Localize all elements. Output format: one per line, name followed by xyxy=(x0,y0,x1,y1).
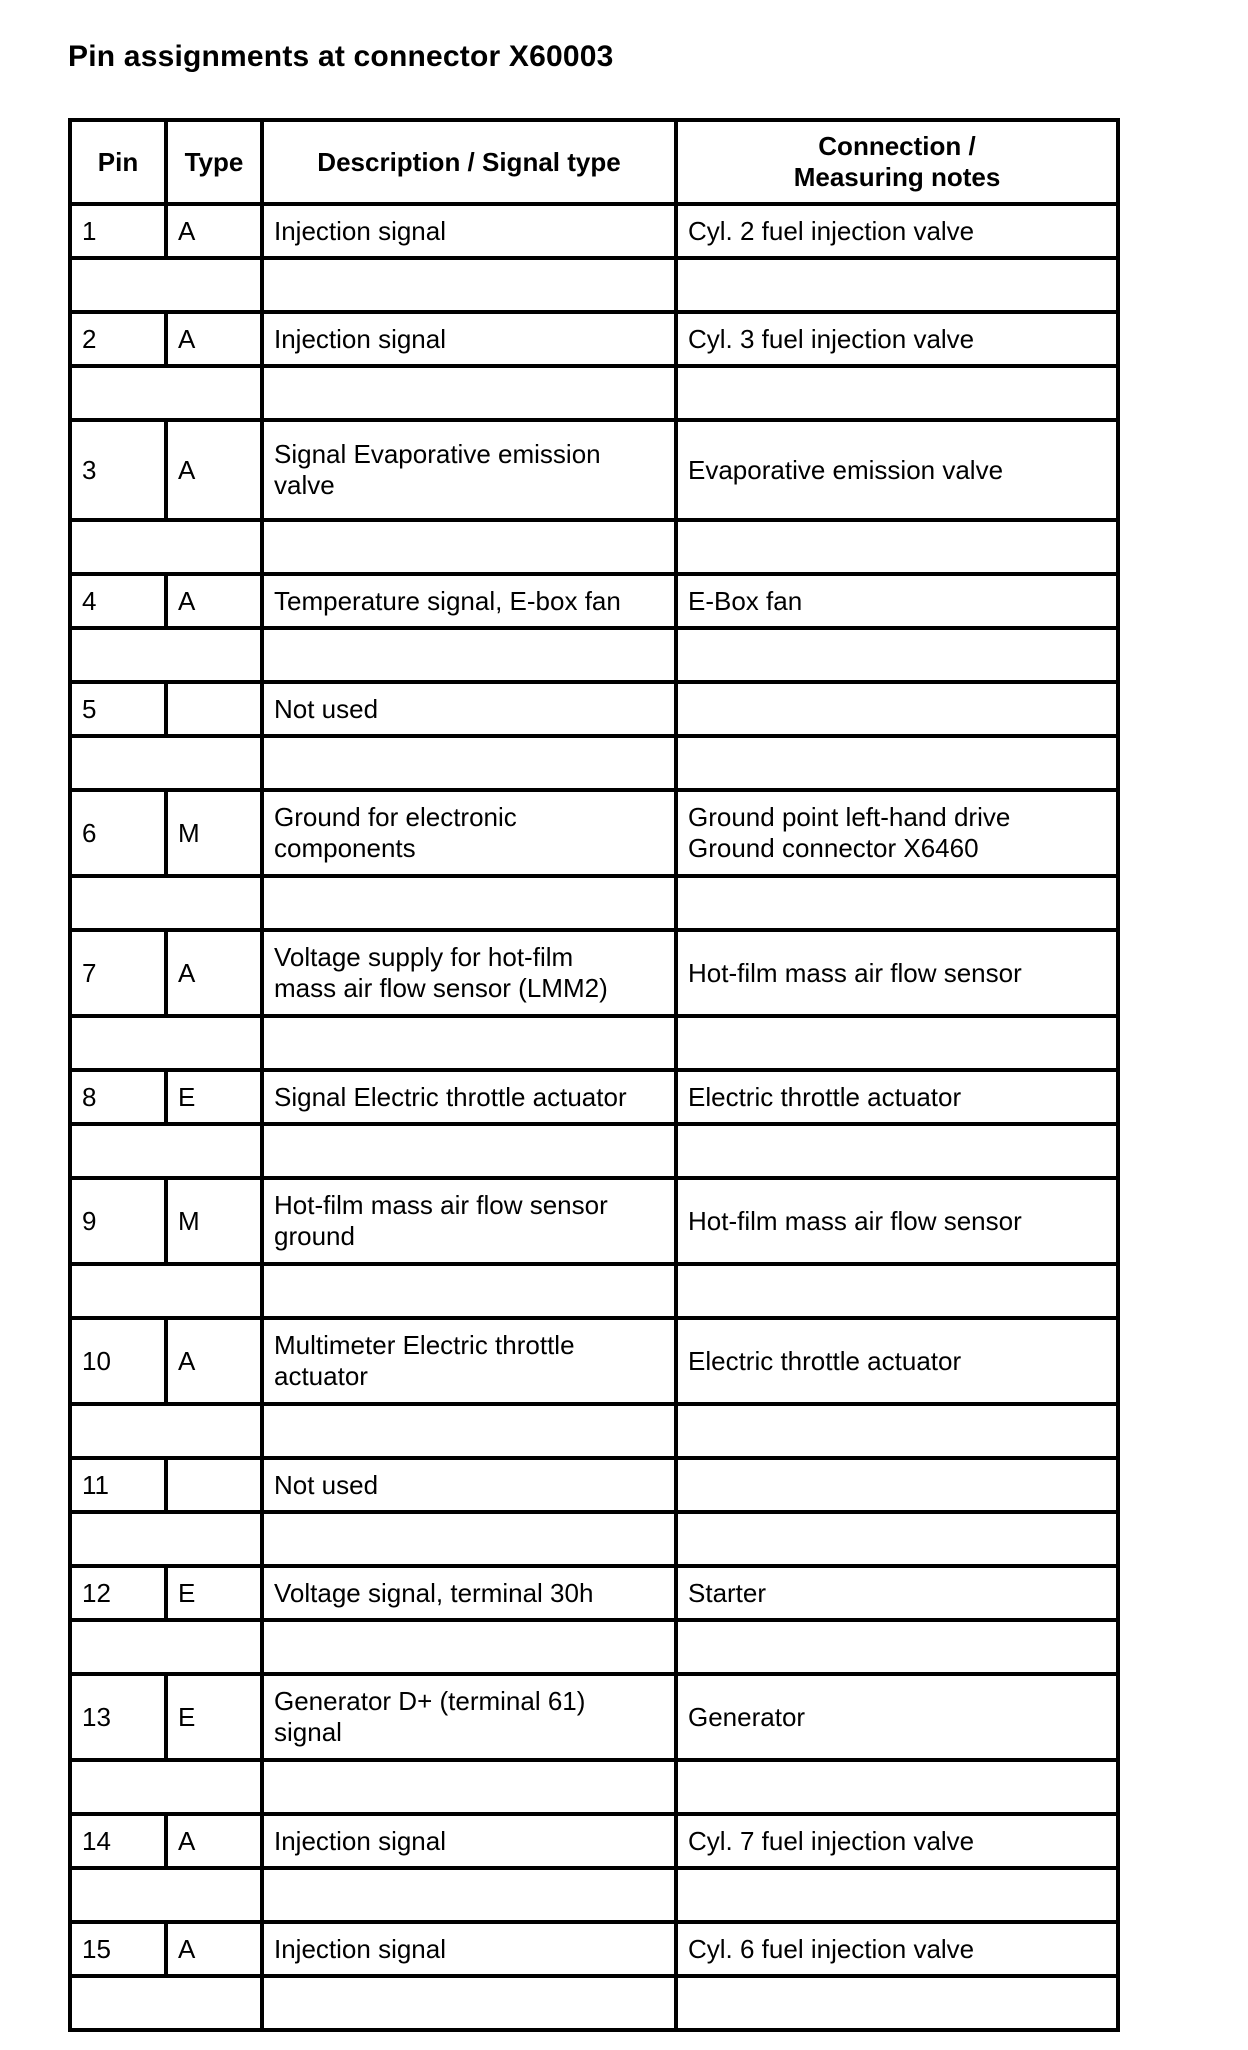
type-cell xyxy=(166,682,262,736)
spacer-cell xyxy=(70,1264,262,1318)
connection-cell-line: E-Box fan xyxy=(688,585,803,616)
pin-cell: 12 xyxy=(70,1566,166,1620)
table-row xyxy=(70,1922,1118,1976)
connection-cell xyxy=(676,930,1118,1016)
connection-cell-line: Hot-film mass air flow sensor xyxy=(688,1205,1022,1236)
pin-cell: 5 xyxy=(70,682,166,736)
spacer-cell xyxy=(262,1264,676,1318)
spacer-cell xyxy=(676,736,1118,790)
connection-cell-line: Cyl. 3 fuel injection valve xyxy=(688,323,975,354)
spacer-row xyxy=(70,1016,1118,1070)
connection-cell xyxy=(676,1070,1118,1124)
table-row xyxy=(70,1178,1118,1264)
description-cell-line: Injection signal xyxy=(274,215,446,246)
spacer-cell xyxy=(70,1124,262,1178)
spacer-cell xyxy=(262,1016,676,1070)
description-cell xyxy=(262,1674,676,1760)
connection-cell xyxy=(676,1318,1118,1404)
connection-cell xyxy=(676,790,1118,876)
spacer-cell xyxy=(262,876,676,930)
spacer-row xyxy=(70,1512,1118,1566)
connection-cell xyxy=(676,1566,1118,1620)
table-row xyxy=(70,1070,1118,1124)
spacer-cell xyxy=(262,628,676,682)
spacer-cell xyxy=(70,1512,262,1566)
spacer-cell xyxy=(70,1404,262,1458)
pin-cell: 15 xyxy=(70,1922,166,1976)
connection-cell-line: Hot-film mass air flow sensor xyxy=(688,957,1022,988)
spacer-row xyxy=(70,1868,1118,1922)
type-cell: A xyxy=(166,1814,262,1868)
connection-cell-line: Ground point left-hand drive xyxy=(688,802,1011,832)
description-cell-line: Generator D+ (terminal 61) xyxy=(274,1686,586,1716)
description-cell xyxy=(262,1458,676,1512)
description-cell xyxy=(262,1070,676,1124)
connection-cell xyxy=(676,1922,1118,1976)
connection-cell-line: Cyl. 2 fuel injection valve xyxy=(688,215,975,246)
description-cell-line: Injection signal xyxy=(274,1825,446,1856)
connection-cell xyxy=(676,682,1118,736)
description-cell xyxy=(262,204,676,258)
spacer-cell xyxy=(676,1264,1118,1318)
description-cell-line: Voltage signal, terminal 30h xyxy=(274,1577,594,1608)
connection-cell-line: Cyl. 6 fuel injection valve xyxy=(688,1933,975,1964)
table-header-row xyxy=(70,120,1118,204)
spacer-cell xyxy=(676,1016,1118,1070)
pin-cell: 3 xyxy=(70,420,166,520)
table-row xyxy=(70,574,1118,628)
table-row xyxy=(70,790,1118,876)
description-cell xyxy=(262,790,676,876)
table-row xyxy=(70,930,1118,1016)
spacer-row xyxy=(70,1124,1118,1178)
description-cell xyxy=(262,930,676,1016)
spacer-cell xyxy=(262,1976,676,2030)
description-cell xyxy=(262,574,676,628)
spacer-cell xyxy=(262,1760,676,1814)
spacer-cell xyxy=(262,1620,676,1674)
header-connection xyxy=(676,120,1118,204)
type-cell: E xyxy=(166,1566,262,1620)
pin-cell: 1 xyxy=(70,204,166,258)
spacer-cell xyxy=(262,736,676,790)
connection-cell xyxy=(676,1674,1118,1760)
description-cell-line: Injection signal xyxy=(274,1933,446,1964)
type-cell: A xyxy=(166,1318,262,1404)
description-cell-line: components xyxy=(274,833,416,863)
header-type: Type xyxy=(166,120,262,204)
table-row xyxy=(70,1674,1118,1760)
connection-cell xyxy=(676,574,1118,628)
spacer-row xyxy=(70,1760,1118,1814)
connection-cell xyxy=(676,1458,1118,1512)
table-body xyxy=(70,204,1118,2030)
description-cell xyxy=(262,682,676,736)
type-cell: E xyxy=(166,1674,262,1760)
spacer-cell xyxy=(70,628,262,682)
description-cell-line: valve xyxy=(274,470,335,500)
description-cell xyxy=(262,1566,676,1620)
description-cell-line: ground xyxy=(274,1221,355,1251)
pin-cell: 10 xyxy=(70,1318,166,1404)
description-cell xyxy=(262,1178,676,1264)
pin-assignment-table xyxy=(68,118,1120,2032)
page-title: Pin assignments at connector X60003 xyxy=(68,40,614,73)
table-row xyxy=(70,204,1118,258)
pin-cell: 6 xyxy=(70,790,166,876)
pin-cell: 13 xyxy=(70,1674,166,1760)
table-row xyxy=(70,1814,1118,1868)
spacer-cell xyxy=(70,1976,262,2030)
connection-cell xyxy=(676,1178,1118,1264)
type-cell: E xyxy=(166,1070,262,1124)
table-row xyxy=(70,1458,1118,1512)
description-cell xyxy=(262,312,676,366)
connection-cell-line: Cyl. 7 fuel injection valve xyxy=(688,1825,975,1856)
type-cell: A xyxy=(166,312,262,366)
spacer-cell xyxy=(262,1868,676,1922)
description-cell xyxy=(262,420,676,520)
type-cell: M xyxy=(166,790,262,876)
description-cell xyxy=(262,1922,676,1976)
spacer-row xyxy=(70,1264,1118,1318)
spacer-cell xyxy=(676,1620,1118,1674)
type-cell xyxy=(166,1458,262,1512)
header-connection-line2: Measuring notes xyxy=(793,162,1001,192)
pin-cell: 11 xyxy=(70,1458,166,1512)
spacer-cell xyxy=(70,258,262,312)
spacer-cell xyxy=(676,1760,1118,1814)
spacer-row xyxy=(70,520,1118,574)
connection-cell-line: Starter xyxy=(688,1577,767,1608)
description-cell-line: Signal Evaporative emission xyxy=(274,439,601,469)
connection-cell xyxy=(676,1814,1118,1868)
spacer-cell xyxy=(262,366,676,420)
spacer-cell xyxy=(70,1760,262,1814)
pin-cell: 2 xyxy=(70,312,166,366)
spacer-row xyxy=(70,1404,1118,1458)
spacer-cell xyxy=(70,366,262,420)
table-row xyxy=(70,312,1118,366)
description-cell-line: Injection signal xyxy=(274,323,446,354)
header-connection-line1: Connection / xyxy=(818,131,976,161)
spacer-cell xyxy=(70,1016,262,1070)
description-cell-line: actuator xyxy=(274,1361,368,1391)
description-cell-line: Temperature signal, E-box fan xyxy=(274,585,621,616)
type-cell: A xyxy=(166,574,262,628)
description-cell-line: Voltage supply for hot-film xyxy=(274,942,574,972)
spacer-row xyxy=(70,366,1118,420)
spacer-row xyxy=(70,736,1118,790)
type-cell: A xyxy=(166,1922,262,1976)
spacer-row xyxy=(70,1976,1118,2030)
spacer-row xyxy=(70,1620,1118,1674)
table-row xyxy=(70,682,1118,736)
spacer-row xyxy=(70,876,1118,930)
spacer-cell xyxy=(70,1620,262,1674)
connection-cell-line: Electric throttle actuator xyxy=(688,1081,962,1112)
connection-cell-line: Electric throttle actuator xyxy=(688,1345,962,1376)
description-cell xyxy=(262,1814,676,1868)
header-description: Description / Signal type xyxy=(262,120,676,204)
spacer-row xyxy=(70,258,1118,312)
spacer-cell xyxy=(70,736,262,790)
connection-cell xyxy=(676,204,1118,258)
connection-cell-line: Evaporative emission valve xyxy=(688,454,1004,485)
spacer-row xyxy=(70,628,1118,682)
table-row xyxy=(70,1318,1118,1404)
description-cell-line: Not used xyxy=(274,1469,379,1500)
spacer-cell xyxy=(70,876,262,930)
pin-cell: 8 xyxy=(70,1070,166,1124)
spacer-cell xyxy=(70,1868,262,1922)
spacer-cell xyxy=(676,1976,1118,2030)
type-cell: A xyxy=(166,420,262,520)
spacer-cell xyxy=(676,1512,1118,1566)
spacer-cell xyxy=(676,1124,1118,1178)
description-cell xyxy=(262,1318,676,1404)
spacer-cell xyxy=(676,1404,1118,1458)
pin-cell: 14 xyxy=(70,1814,166,1868)
description-cell-line: Not used xyxy=(274,693,379,724)
spacer-cell xyxy=(262,520,676,574)
spacer-cell xyxy=(676,876,1118,930)
pin-cell: 7 xyxy=(70,930,166,1016)
description-cell-line: Signal Electric throttle actuator xyxy=(274,1081,627,1112)
pin-cell: 4 xyxy=(70,574,166,628)
description-cell-line: Ground for electronic xyxy=(274,802,517,832)
spacer-cell xyxy=(676,628,1118,682)
pin-cell: 9 xyxy=(70,1178,166,1264)
description-cell-line: mass air flow sensor (LMM2) xyxy=(274,973,608,1003)
spacer-cell xyxy=(262,1512,676,1566)
spacer-cell xyxy=(262,258,676,312)
header-pin: Pin xyxy=(70,120,166,204)
spacer-cell xyxy=(70,520,262,574)
table-row xyxy=(70,420,1118,520)
spacer-cell xyxy=(676,366,1118,420)
table-row xyxy=(70,1566,1118,1620)
type-cell: A xyxy=(166,204,262,258)
spacer-cell xyxy=(676,1868,1118,1922)
description-cell-line: signal xyxy=(274,1717,342,1747)
description-cell-line: Multimeter Electric throttle xyxy=(274,1330,575,1360)
connection-cell-line: Ground connector X6460 xyxy=(688,833,979,863)
type-cell: A xyxy=(166,930,262,1016)
connection-cell-line: Generator xyxy=(688,1701,806,1732)
description-cell-line: Hot-film mass air flow sensor xyxy=(274,1190,608,1220)
connection-cell xyxy=(676,312,1118,366)
spacer-cell xyxy=(262,1124,676,1178)
spacer-cell xyxy=(676,258,1118,312)
type-cell: M xyxy=(166,1178,262,1264)
spacer-cell xyxy=(262,1404,676,1458)
spacer-cell xyxy=(676,520,1118,574)
connection-cell xyxy=(676,420,1118,520)
